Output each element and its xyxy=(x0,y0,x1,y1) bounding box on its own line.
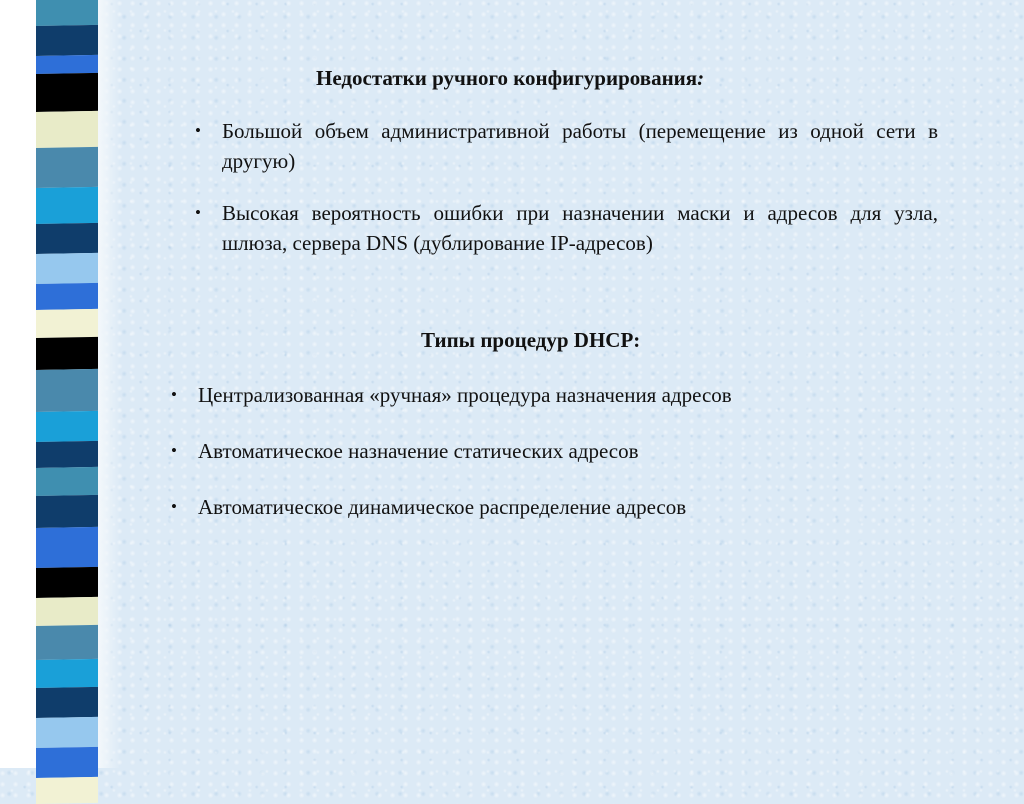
list-item xyxy=(195,116,938,176)
stripe-segment xyxy=(36,223,98,254)
stripe-segment xyxy=(36,337,98,370)
stripe-segment xyxy=(36,567,98,598)
list-item xyxy=(171,492,938,522)
stripe-segment xyxy=(36,309,98,338)
stripe-segment xyxy=(36,55,98,74)
stripe-segment xyxy=(36,0,98,26)
list-item-text: Высокая вероятность ошибки при назначении маски и адресов для узла, шлюза, сервера DNS (дублирование IP-адресов) xyxy=(222,201,938,255)
list-item xyxy=(195,198,938,258)
list-item-text: Централизованная «ручная» процедура назначения адресов xyxy=(198,383,732,407)
section-title-drawbacks-text: Недостатки ручного конфигурирования xyxy=(316,66,698,90)
stripe-segment xyxy=(36,253,98,284)
stripe-segment xyxy=(36,369,98,412)
stripe-segment xyxy=(36,625,98,660)
stripe-segment xyxy=(36,147,98,188)
section-title-drawbacks xyxy=(316,66,704,91)
stripe-segment xyxy=(36,73,98,112)
list-item-text: Большой объем административной работы (перемещение из одной сети в другую) xyxy=(222,119,938,173)
stripe-segment xyxy=(36,467,98,496)
stripe-segment xyxy=(36,777,98,804)
stripe-segment xyxy=(36,25,98,56)
bullet-icon: • xyxy=(195,121,201,140)
bullet-icon: • xyxy=(195,203,201,222)
dhcp-types-list xyxy=(171,380,938,522)
section-title-dhcp-types: Типы процедур DHCP: xyxy=(421,328,641,352)
stripe-segment xyxy=(36,495,98,528)
list-item xyxy=(171,380,938,410)
list-item-text: Автоматическое динамическое распределение адресов xyxy=(198,495,687,519)
bullet-icon: • xyxy=(171,385,177,404)
drawbacks-list xyxy=(195,116,938,258)
bullet-icon: • xyxy=(171,441,177,460)
stripe-segment xyxy=(36,687,98,718)
section-title-colon: : xyxy=(697,66,705,90)
stripe-segment xyxy=(36,717,98,748)
bullet-icon: • xyxy=(171,497,177,516)
stripe-segment xyxy=(36,597,98,626)
stripe-segment xyxy=(36,527,98,568)
stripe-segment xyxy=(36,747,98,778)
stripe-segment xyxy=(36,111,98,148)
stripe-segment xyxy=(36,411,98,442)
stripe-segment xyxy=(36,187,98,224)
slide-content xyxy=(150,0,940,768)
stripe-segment xyxy=(36,283,98,310)
list-item xyxy=(171,436,938,466)
stripe-segment xyxy=(36,659,98,688)
stripe-segment xyxy=(36,441,98,468)
list-item-text: Автоматическое назначение статических адресов xyxy=(198,439,639,463)
decorative-stripe-bar xyxy=(36,0,98,768)
